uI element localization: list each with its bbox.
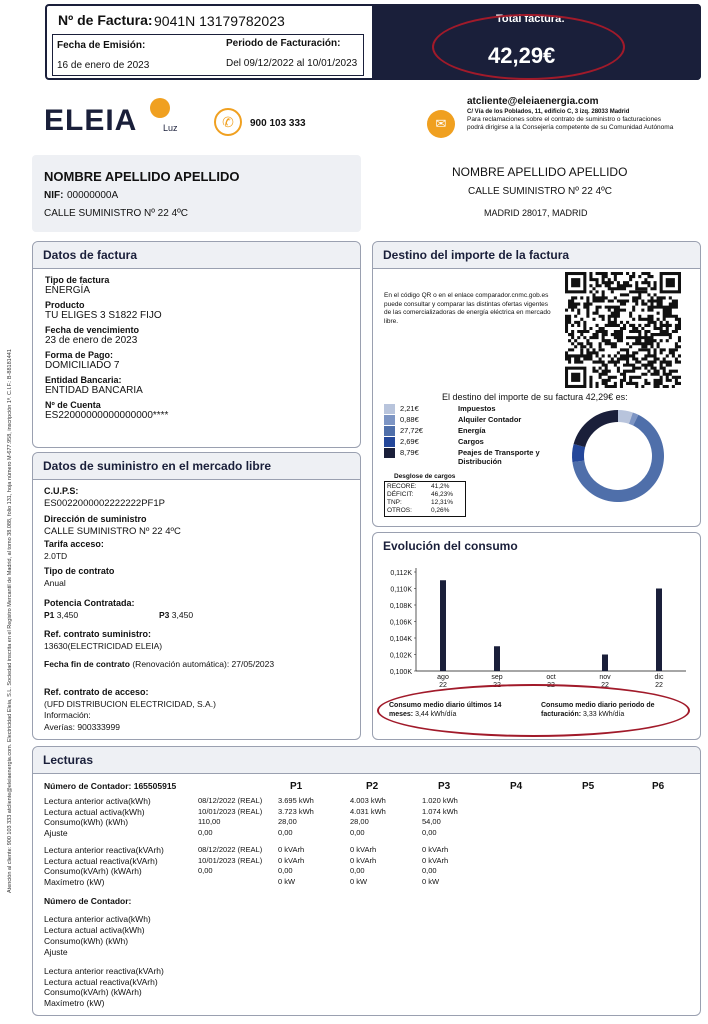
client-name: NOMBRE APELLIDO APELLIDO	[44, 169, 240, 184]
reading-p2: 0 kW	[350, 876, 368, 886]
period-header-P3: P3	[438, 781, 451, 792]
desglose-value: 0,26%	[431, 507, 450, 514]
destination-legend-item	[384, 448, 554, 466]
x-tick-month: sep	[491, 674, 503, 681]
x-tick-month: oct	[546, 674, 556, 681]
reading-label-2r: Consumo(kVArh) (kWArh)	[44, 987, 142, 997]
avg-14-months: Consumo medio diario últimos 14 meses: 3,44 kWh/día	[389, 702, 502, 718]
desglose-title: Desglose de cargos	[394, 473, 456, 480]
reading-label-2: Ajuste	[44, 947, 68, 957]
reading-label: Lectura anterior activa(kWh)	[44, 796, 151, 806]
invoice-field-value: DOMICILIADO 7	[45, 360, 120, 371]
desglose-row	[387, 491, 463, 499]
supply-data-title: Datos de suministro en el mercado libre	[33, 453, 360, 480]
desglose-row	[387, 507, 463, 515]
legend-label: Alquiler Contador	[458, 415, 522, 424]
desglose-value: 46,23%	[431, 491, 454, 498]
reading-date: 08/12/2022 (REAL)	[198, 845, 263, 854]
period-header-P2: P2	[366, 781, 379, 792]
destination-title: Destino del importe de la factura	[373, 242, 700, 269]
nif: 00000000A	[67, 190, 119, 201]
reading-date: 110,00	[198, 817, 221, 826]
invoice-field-value: 23 de enero de 2023	[45, 335, 138, 346]
legend-amount: 0,88€	[400, 415, 419, 424]
reading-p3: 1.074 kWh	[422, 806, 458, 816]
legend-amount: 27,72€	[400, 426, 423, 435]
readings-title: Lecturas	[33, 747, 700, 774]
x-tick-month: nov	[599, 674, 611, 681]
desglose-key: DÉFICIT:	[387, 491, 414, 498]
reading-p1: 3.695 kWh	[278, 796, 314, 805]
legend-swatch	[384, 437, 395, 447]
x-tick-year: 22	[547, 682, 555, 689]
consumption-title: Evolución del consumo	[373, 533, 700, 559]
qr-finder-core	[571, 278, 580, 287]
invoice-field-label: Fecha de vencimiento	[45, 325, 140, 335]
nif-label: NIF:	[44, 190, 64, 201]
invoice-number-label: Nº de Factura:	[58, 12, 153, 28]
contact-email[interactable]: atcliente@eleiaenergia.com	[467, 96, 599, 107]
legend-swatch	[384, 404, 395, 414]
y-tick-label: 0,112K	[390, 570, 412, 577]
bar-sep	[494, 646, 500, 671]
reading-p3: 0 kW	[422, 876, 440, 886]
meter-number: Número de Contador: 165505915	[44, 781, 177, 791]
billing-period-label: Periodo de Facturación:	[226, 38, 341, 49]
consumption-chart	[378, 562, 694, 692]
invoice-field-label: Producto	[45, 300, 85, 310]
avg-period: Consumo medio diario periodo de facturación: 3,33 kWh/día	[541, 702, 655, 718]
reading-p2: 28,00	[350, 817, 369, 826]
invoice-field-value: ENERGÍA	[45, 285, 91, 296]
reading-p1: 0 kVArh	[278, 855, 305, 865]
reading-label-2: Lectura anterior activa(kWh)	[44, 914, 151, 924]
reading-label: Consumo(kVArh) (kWArh)	[44, 866, 142, 876]
reading-p2: 0 kVArh	[350, 845, 377, 854]
x-tick-month: ago	[437, 674, 449, 681]
y-tick-label: 0,104K	[389, 636, 412, 643]
x-tick-month: dic	[654, 674, 664, 681]
invoice-field-label: Entidad Bancaria:	[45, 375, 122, 385]
reading-p2: 0,00	[350, 866, 365, 875]
reading-label-2r: Lectura anterior reactiva(kVArh)	[44, 966, 164, 976]
desglose-row	[387, 483, 463, 491]
reading-p3: 1.020 kWh	[422, 796, 458, 805]
legend-label: Energía	[458, 426, 486, 435]
desglose-key: TNP:	[387, 499, 402, 506]
access-ref: (UFD DISTRIBUCION ELECTRICIDAD, S.A.)	[44, 699, 216, 709]
supply-ref-label: Ref. contrato suministro:	[44, 629, 152, 639]
destination-legend	[384, 404, 554, 466]
qr-finder-core	[571, 373, 580, 382]
total-label: Total factura:	[496, 13, 565, 25]
destination-legend-item	[384, 437, 554, 448]
claims-text: Para reclamaciones sobre el contrato de suministro o facturaciones podrá dirigirse a la Consejería competente de su Comunidad Autónoma	[467, 116, 674, 131]
invoice-data-box	[32, 241, 361, 448]
reading-label: Lectura actual reactiva(kVArh)	[44, 855, 158, 866]
contract-type-label: Tipo de contrato	[44, 566, 115, 576]
mail-address: CALLE SUMINISTRO Nº 22 4ºC	[468, 186, 613, 197]
mail-name: NOMBRE APELLIDO APELLIDO	[452, 165, 628, 179]
contract-type: Anual	[44, 578, 66, 588]
legend-amount: 2,21€	[400, 404, 419, 413]
reading-p1: 28,00	[278, 817, 297, 826]
reading-date: 10/01/2023 (REAL)	[198, 855, 263, 865]
reading-p1: 0,00	[278, 827, 293, 837]
reading-p3: 0,00	[422, 866, 437, 875]
tariff-label: Tarifa acceso:	[44, 539, 104, 549]
dates-frame	[52, 34, 364, 76]
reading-p1: 3.723 kWh	[278, 806, 314, 816]
tariff: 2.0TD	[44, 551, 68, 561]
info-label: Información:	[44, 710, 91, 720]
reading-p1: 0 kVArh	[278, 845, 305, 854]
total-highlight-ellipse	[432, 14, 625, 80]
reading-p1: 0,00	[278, 866, 293, 875]
desglose-row	[387, 499, 463, 507]
x-tick-year: 22	[439, 682, 447, 689]
reading-label: Maxímetro (kW)	[44, 876, 105, 887]
destination-legend-item	[384, 404, 554, 415]
reading-date: 08/12/2022 (REAL)	[198, 796, 263, 805]
reading-label-2r: Lectura actual reactiva(kVArh)	[44, 976, 158, 987]
supply-address: CALLE SUMINISTRO Nº 22 4ºC	[44, 526, 181, 537]
reading-p1: 0 kW	[278, 876, 296, 886]
issue-date-label: Fecha de Emisión:	[57, 40, 146, 51]
reading-p3: 0,00	[422, 827, 437, 837]
legend-swatch	[384, 415, 395, 425]
period-header-P1: P1	[290, 781, 303, 792]
x-tick-year: 22	[601, 682, 609, 689]
phone-icon: ✆	[214, 108, 242, 136]
reading-label: Consumo(kWh) (kWh)	[44, 817, 129, 827]
cups: ES0022000002222222PF1P	[44, 498, 165, 509]
reading-label-2: Lectura actual activa(kWh)	[44, 925, 145, 935]
qr-finder-core	[666, 278, 675, 287]
destination-legend-item	[384, 415, 554, 426]
legend-label: Cargos	[458, 437, 484, 446]
legend-swatch	[384, 426, 395, 436]
faults-phone: Averías: 900333999	[44, 722, 120, 732]
destination-donut	[568, 406, 668, 506]
y-tick-label: 0,100K	[389, 669, 412, 676]
reading-label-2r: Maxímetro (kW)	[44, 997, 105, 1008]
destination-subtitle: El destino del importe de su factura 42,29€ es:	[442, 392, 628, 402]
bar-nov	[602, 655, 608, 672]
meter-number-2: Número de Contador:	[44, 896, 132, 906]
legend-label: Peajes de Transporte y Distribución	[458, 448, 540, 466]
mail-city: MADRID 28017, MADRID	[484, 208, 588, 218]
y-tick-label: 0,108K	[389, 603, 412, 610]
phone-number[interactable]: 900 103 333	[250, 118, 306, 129]
invoice-field-label: Tipo de factura	[45, 275, 110, 285]
client-address: CALLE SUMINISTRO Nº 22 4ºC	[44, 208, 189, 219]
supply-ref: 13630(ELECTRICIDAD ELEIA)	[44, 641, 163, 651]
legend-amount: 2,69€	[400, 437, 419, 446]
reading-label: Ajuste	[44, 827, 68, 838]
x-tick-year: 22	[655, 682, 663, 689]
desglose-table	[384, 481, 466, 517]
reading-p3: 0 kVArh	[422, 845, 449, 854]
billing-period: Del 09/12/2022 al 10/01/2023	[226, 58, 358, 69]
desglose-value: 41,2%	[431, 483, 450, 490]
contract-end: Fecha fin de contrato (Renovación automática): 27/05/2023	[44, 659, 275, 669]
period-header-P5: P5	[582, 781, 595, 792]
reading-p2: 4.031 kWh	[350, 806, 386, 816]
invoice-data-title: Datos de factura	[33, 242, 360, 269]
invoice-field-value: ES22000000000000000****	[45, 410, 169, 421]
reading-label: Lectura actual activa(kWh)	[44, 806, 145, 817]
total-amount: 42,29€	[488, 43, 556, 68]
invoice-number: 9041N 13179782023	[154, 13, 285, 29]
legend-label: Impuestos	[458, 404, 496, 413]
reading-p2: 0,00	[350, 827, 365, 837]
contact-address: C/ Vía de los Poblados, 11, edificio C, 3 izq. 28033 Madrid	[467, 109, 630, 115]
y-tick-label: 0,106K	[389, 619, 412, 627]
reading-date: 0,00	[198, 866, 213, 875]
legend-amount: 8,79€	[400, 448, 419, 457]
reading-p3: 54,00	[422, 817, 441, 826]
donut-slice	[574, 410, 618, 447]
reading-p2: 4.003 kWh	[350, 796, 386, 805]
issue-date: 16 de enero de 2023	[57, 60, 150, 71]
access-ref-label: Ref. contrato de acceso:	[44, 687, 149, 697]
supply-address-label: Dirección de suministro	[44, 514, 147, 524]
legend-swatch	[384, 448, 395, 458]
bar-ago	[440, 580, 446, 671]
logo-sub: Luz	[163, 123, 178, 133]
desglose-key: OTROS:	[387, 507, 412, 514]
invoice-field-value: TU ELIGES 3 S1822 FIJO	[45, 310, 162, 321]
power-p3: P3 3,450	[159, 610, 194, 620]
invoice-data-fields	[33, 269, 360, 427]
destination-legend-item	[384, 426, 554, 437]
reading-p3: 0 kVArh	[422, 855, 449, 865]
desglose-key: RECORE:	[387, 483, 417, 490]
logo-sun	[150, 98, 170, 118]
reading-date: 0,00	[198, 827, 213, 837]
donut-slice	[572, 444, 585, 462]
logo: ELEIA	[44, 104, 138, 137]
period-header-P4: P4	[510, 781, 523, 792]
bar-dic	[656, 589, 662, 672]
qr-explanation: En el código QR o en el enlace comparador.cnmc.gob.es puede consultar y comparar las distintas ofertas vigentes de las comercializadoras de energía eléctrica en mercado libre.	[384, 292, 551, 325]
qr-code[interactable]	[565, 272, 681, 388]
invoice-field-label: Forma de Pago:	[45, 350, 114, 360]
power-p1: P1 3,450	[44, 610, 79, 620]
legal-side-text: Atención al cliente: 900 103 333 atcliente@eleiaenergia.com. Electricidad Eleia, S.L. Sociedad inscrita en el Registro Mercantil de Madrid, al tomo 38.088, folio 131, hoja número M-677.958, inscripción 1ª. C.I.F.: B-88181441	[7, 349, 13, 893]
mail-icon: ✉	[427, 110, 455, 138]
desglose-value: 12,31%	[431, 499, 454, 506]
x-tick-year: 22	[493, 682, 501, 689]
reading-label: Lectura anterior reactiva(kVArh)	[44, 845, 164, 855]
y-tick-label: 0,102K	[389, 652, 412, 660]
y-tick-label: 0,110K	[390, 586, 412, 594]
invoice-field-label: Nº de Cuenta	[45, 400, 101, 410]
reading-label-2: Consumo(kWh) (kWh)	[44, 936, 129, 946]
reading-date: 10/01/2023 (REAL)	[198, 806, 263, 816]
power-label: Potencia Contratada:	[44, 598, 135, 608]
cups-label: C.U.P.S:	[44, 486, 79, 496]
invoice-field-value: ENTIDAD BANCARIA	[45, 385, 143, 396]
period-header-P6: P6	[652, 781, 665, 792]
reading-p2: 0 kVArh	[350, 855, 377, 865]
